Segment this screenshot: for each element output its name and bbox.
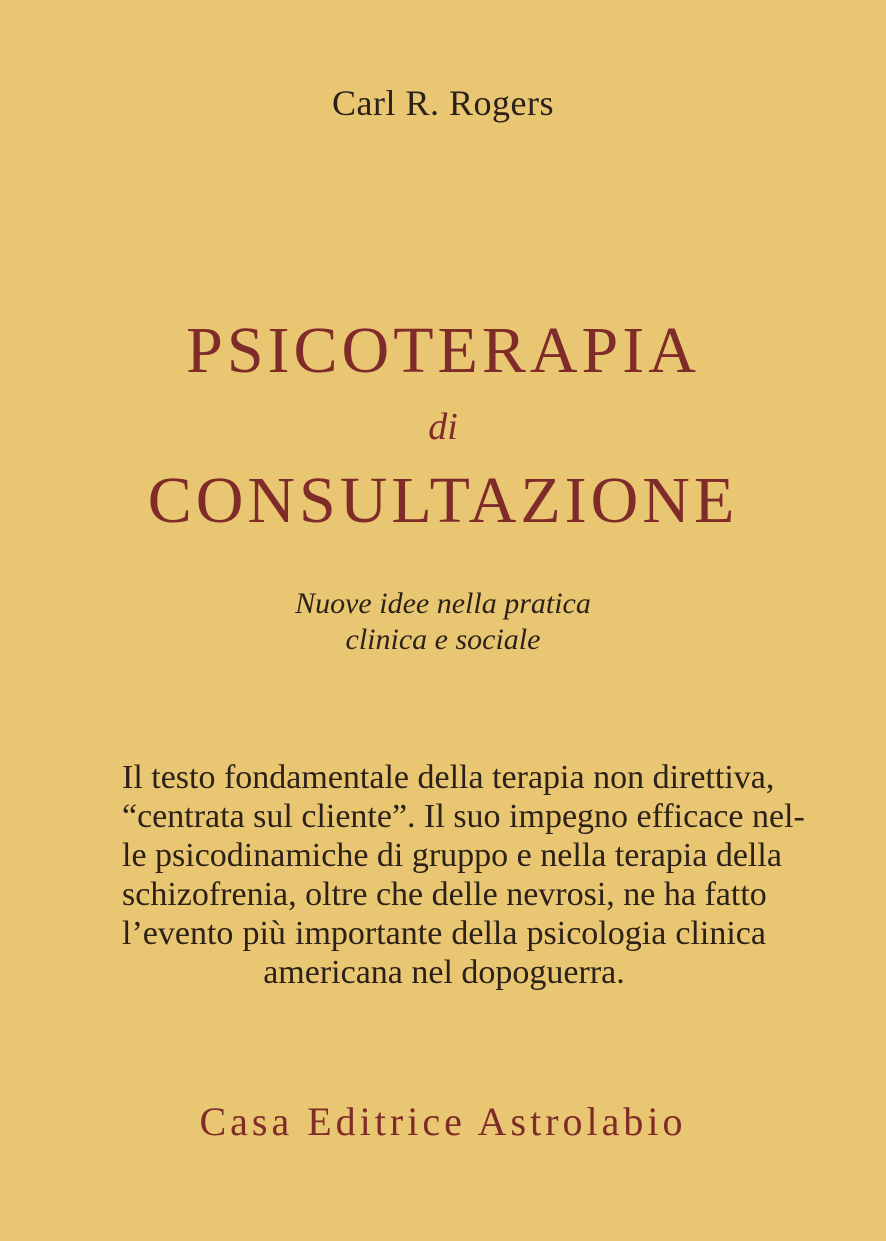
blurb-line-4: schizofrenia, oltre che delle nevrosi, ne ha fatto [122, 876, 767, 913]
blurb-line-1: Il testo fondamentale della terapia non direttiva, [122, 759, 775, 796]
subtitle-line-1: Nuove idee nella pratica [295, 587, 591, 620]
subtitle [0, 586, 886, 658]
title-line-2: CONSULTAZIONE [147, 464, 739, 537]
blurb-line-2: “centrata sul cliente”. Il suo impegno efficace nel- [122, 798, 805, 835]
blurb-line-5: l’evento più importante della psicologia clinica [122, 915, 766, 952]
blurb-line-3: le psicodinamiche di gruppo e nella terapia della [122, 837, 782, 874]
blurb-line-6: americana nel dopoguerra. [263, 954, 625, 991]
subtitle-line-2: clinica e sociale [345, 623, 541, 656]
blurb-text [122, 758, 805, 992]
title-line-1: PSICOTERAPIA [186, 314, 700, 387]
title-join-word: di [428, 406, 458, 448]
author-name: Carl R. Rogers [332, 83, 554, 123]
publisher-name: Casa Editrice Astrolabio [199, 1099, 687, 1144]
